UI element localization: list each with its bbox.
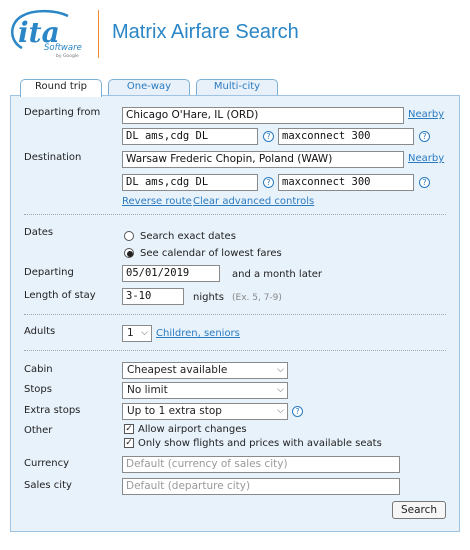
length-of-stay-label: Length of stay bbox=[24, 290, 96, 301]
dates-label: Dates bbox=[24, 227, 54, 238]
stops-label: Stops bbox=[24, 384, 52, 395]
extra-stops-select[interactable] bbox=[122, 403, 288, 420]
svg-text:by Google: by Google bbox=[56, 54, 79, 59]
chevron-down-icon: ⌵ bbox=[277, 365, 284, 375]
currency-label: Currency bbox=[24, 458, 70, 469]
adults-select[interactable] bbox=[122, 325, 152, 342]
origin-routing-input[interactable]: DL ams,cdg DL bbox=[122, 128, 258, 145]
cabin-select[interactable] bbox=[122, 362, 288, 379]
departing-date-input[interactable]: 05/01/2019 bbox=[122, 265, 220, 282]
origin-extension-input[interactable]: maxconnect 300 bbox=[278, 128, 414, 145]
destination-extension-input[interactable]: maxconnect 300 bbox=[278, 174, 414, 191]
reverse-route-link[interactable]: Reverse route bbox=[122, 196, 192, 207]
sales-city-label: Sales city bbox=[24, 480, 72, 491]
svg-text:ita: ita bbox=[18, 16, 60, 49]
stops-value: No limit bbox=[127, 384, 168, 396]
departing-from-label: Departing from bbox=[24, 107, 101, 118]
chevron-down-icon: ⌵ bbox=[277, 406, 284, 416]
other-label: Other bbox=[24, 425, 53, 436]
nearby-origin-link[interactable]: Nearby bbox=[408, 109, 445, 120]
departing-label: Departing bbox=[24, 267, 74, 278]
stops-select[interactable] bbox=[122, 382, 288, 399]
ita-software-logo bbox=[8, 6, 88, 62]
tab-one-way[interactable]: One-way bbox=[108, 79, 190, 95]
svg-text:Software: Software bbox=[44, 43, 82, 53]
length-of-stay-input[interactable]: 3-10 bbox=[122, 288, 184, 305]
sales-city-input[interactable]: Default (departure city) bbox=[122, 478, 400, 495]
only-available-label: Only show flights and prices with available seats bbox=[138, 438, 382, 449]
extension-help-icon[interactable]: ? bbox=[419, 177, 430, 188]
extra-stops-value: Up to 1 extra stop bbox=[127, 405, 222, 417]
children-seniors-link[interactable]: Children, seniors bbox=[156, 328, 240, 339]
adults-value: 1 bbox=[127, 327, 134, 339]
chevron-down-icon: ⌵ bbox=[277, 385, 284, 395]
exact-dates-radio[interactable] bbox=[124, 231, 134, 241]
extra-stops-label: Extra stops bbox=[24, 405, 81, 416]
cabin-value: Cheapest available bbox=[127, 364, 228, 376]
allow-airport-changes-checkbox[interactable]: ✓ bbox=[125, 424, 133, 434]
cabin-label: Cabin bbox=[24, 364, 53, 375]
destination-routing-input[interactable]: DL ams,cdg DL bbox=[122, 174, 258, 191]
departing-suffix: and a month later bbox=[232, 269, 323, 280]
destination-input[interactable]: Warsaw Frederic Chopin, Poland (WAW) bbox=[122, 151, 404, 168]
section-divider bbox=[24, 314, 446, 315]
tab-multi-city[interactable]: Multi-city bbox=[196, 79, 278, 95]
page-title: Matrix Airfare Search bbox=[112, 21, 299, 43]
exact-dates-label: Search exact dates bbox=[140, 231, 236, 242]
only-available-checkbox[interactable]: ✓ bbox=[125, 438, 133, 448]
currency-input[interactable]: Default (currency of sales city) bbox=[122, 456, 400, 473]
search-button[interactable]: Search bbox=[392, 501, 446, 519]
allow-airport-changes-label: Allow airport changes bbox=[138, 424, 247, 435]
calendar-label: See calendar of lowest fares bbox=[140, 248, 282, 259]
calendar-radio[interactable] bbox=[124, 248, 134, 258]
clear-advanced-link[interactable]: Clear advanced controls bbox=[193, 196, 315, 207]
adults-label: Adults bbox=[24, 326, 56, 337]
routing-help-icon[interactable]: ? bbox=[263, 131, 274, 142]
section-divider bbox=[24, 350, 446, 351]
nearby-destination-link[interactable]: Nearby bbox=[408, 153, 445, 164]
tab-round-trip[interactable]: Round trip bbox=[20, 79, 102, 97]
departing-from-input[interactable]: Chicago O'Hare, IL (ORD) bbox=[122, 107, 404, 124]
destination-label: Destination bbox=[24, 152, 82, 163]
header-divider bbox=[98, 10, 99, 58]
section-divider bbox=[24, 214, 446, 215]
nights-label: nights bbox=[193, 292, 224, 303]
chevron-down-icon: ⌵ bbox=[141, 328, 148, 338]
routing-help-icon[interactable]: ? bbox=[263, 177, 274, 188]
length-hint: (Ex. 5, 7-9) bbox=[232, 293, 282, 303]
extra-stops-help-icon[interactable]: ? bbox=[292, 406, 303, 417]
extension-help-icon[interactable]: ? bbox=[419, 131, 430, 142]
